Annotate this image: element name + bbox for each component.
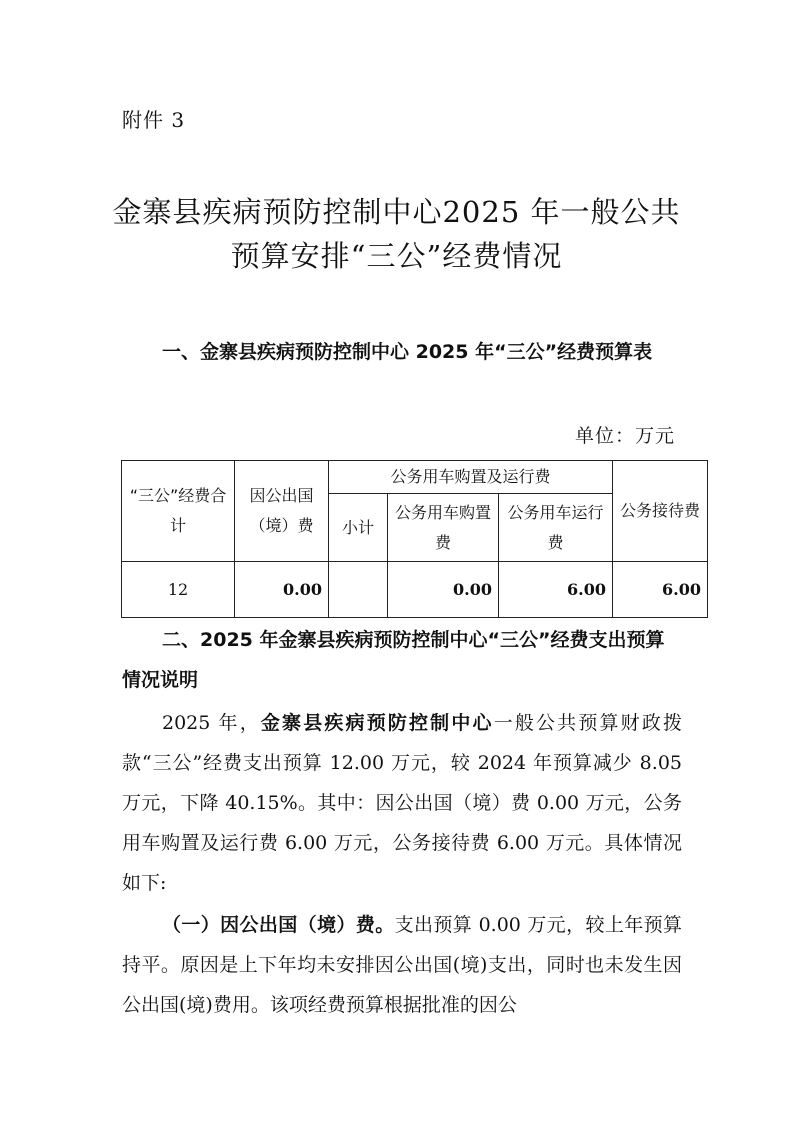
paragraph-2-heading: （一）因公出国（境）费。: [162, 914, 395, 936]
attachment-label: 附件 3: [122, 108, 186, 132]
section1-heading: 一、金寨县疾病预防控制中心 2025 年“三公”经费预算表: [162, 341, 653, 363]
paragraph-2: [122, 905, 682, 1025]
header-vehicle-purchase: 公务用车购置费: [388, 494, 499, 562]
cell-subtotal: [329, 562, 388, 618]
unit-name: 金寨县疾病预防控制中心: [260, 712, 494, 734]
header-subtotal: 小计: [329, 494, 388, 562]
paragraph-1-lead: 2025 年，: [162, 712, 261, 734]
cell-vehicle-purchase: 0.00: [388, 562, 499, 618]
unit-label: 单位：万元: [574, 425, 675, 447]
cell-total: 12: [122, 562, 235, 618]
header-total: “三公”经费合计: [122, 461, 235, 562]
cell-overseas: 0.00: [235, 562, 329, 618]
header-vehicle-group: 公务用车购置及运行费: [329, 461, 613, 494]
header-reception: 公务接待费: [613, 461, 708, 562]
table-header-row: [122, 461, 708, 494]
paragraph-1-body: 一般公共预算财政拨款“三公”经费支出预算 12.00 万元，较 2024 年预算减少 8.05 万元，下降 40.15%。其中：因公出国（境）费 0.00 万元，公务用车购置及运行费 6.00 万元，公务接待费 6.00 万元。具体情况如下:: [122, 712, 682, 894]
header-overseas: 因公出国（境）费: [235, 461, 329, 562]
section2-heading: 二、2025 年金寨县疾病预防控制中心“三公”经费支出预算情况说明: [122, 629, 665, 691]
cell-vehicle-operation: 6.00: [499, 562, 613, 618]
table-row: [122, 562, 708, 618]
budget-table: [121, 460, 708, 618]
header-vehicle-operation: 公务用车运行费: [499, 494, 613, 562]
document-title: 金寨县疾病预防控制中心2025 年一般公共预算安排“三公”经费情况: [112, 195, 681, 273]
cell-reception: 6.00: [613, 562, 708, 618]
paragraph-1: [122, 703, 682, 903]
paragraph-2-body: 支出预算 0.00 万元，较上年预算持平。原因是上下年均未安排因公出国(境)支出，同时也未发生因公出国(境)费用。该项经费预算根据批准的因公: [122, 914, 682, 1016]
